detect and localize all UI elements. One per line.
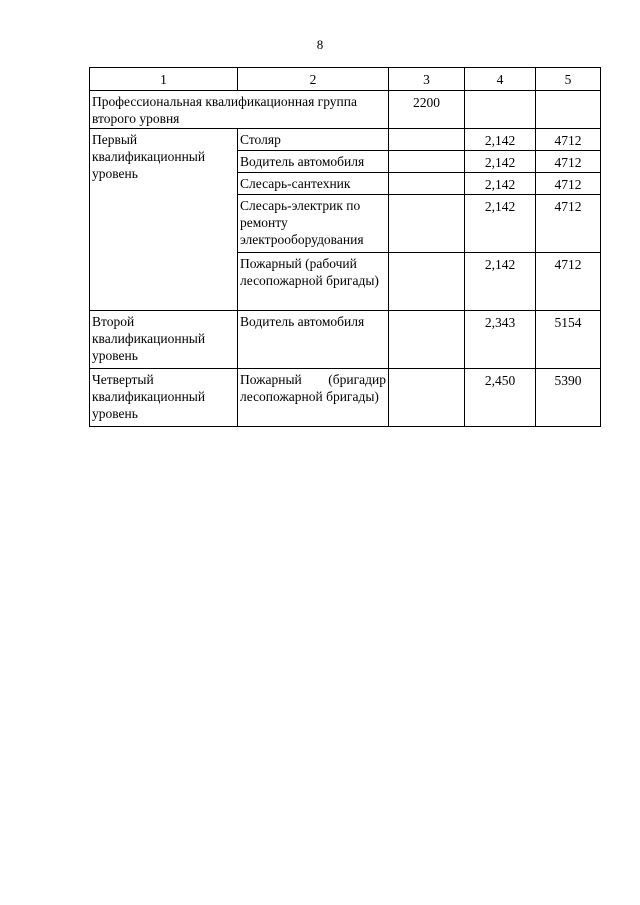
coefficient-cell: 2,450 [465,369,536,427]
qualification-table [89,67,601,427]
salary-cell: 4712 [536,151,601,173]
table-row [90,369,601,427]
table-row [90,311,601,369]
empty-cell [389,253,465,311]
header-cell-3: 3 [389,68,465,91]
empty-cell [389,173,465,195]
empty-cell [389,195,465,253]
coefficient-cell: 2,142 [465,173,536,195]
position-title: Пожарный (рабочий лесопожарной бригады) [238,253,389,311]
position-title-line1 [240,371,386,388]
position-title-rest: лесопожарной бригады) [240,389,379,404]
group-empty-cell-4 [465,91,536,129]
coefficient-cell: 2,142 [465,129,536,151]
position-title-word: (бригадир [328,372,386,387]
group-salary-cell: 2200 [389,91,465,129]
empty-cell [389,129,465,151]
header-cell-1: 1 [90,68,238,91]
level-name-cell: Первый квалификационный уровень [90,129,238,311]
salary-cell: 5390 [536,369,601,427]
coefficient-cell: 2,343 [465,311,536,369]
group-title-cell [90,91,389,129]
salary-cell: 4712 [536,173,601,195]
position-title-word: Пожарный [240,372,302,387]
empty-cell [389,311,465,369]
salary-cell: 4712 [536,253,601,311]
position-title [238,369,389,427]
position-title: Слесарь-сантехник [238,173,389,195]
group-title: Профессиональная квалификационная группа второго уровня [92,94,357,126]
empty-cell [389,151,465,173]
salary-cell: 4712 [536,129,601,151]
coefficient-cell: 2,142 [465,253,536,311]
page-number: 8 [316,37,324,52]
coefficient-cell: 2,142 [465,195,536,253]
salary-cell: 5154 [536,311,601,369]
group-row [90,91,601,129]
group-empty-cell-5 [536,91,601,129]
position-title: Водитель автомобиля [238,311,389,369]
level-name-cell: Второй квалификационный уровень [90,311,238,369]
header-cell-5: 5 [536,68,601,91]
coefficient-cell: 2,142 [465,151,536,173]
level-name-cell: Четвертый квалификационный уровень [90,369,238,427]
position-title: Водитель автомобиля [238,151,389,173]
table-row [90,129,601,151]
header-cell-2: 2 [238,68,389,91]
empty-cell [389,369,465,427]
header-cell-4: 4 [465,68,536,91]
salary-cell: 4712 [536,195,601,253]
table-header-row [90,68,601,91]
position-title: Столяр [238,129,389,151]
position-title: Слесарь-электрик по ремонту электрооборудования [238,195,389,253]
